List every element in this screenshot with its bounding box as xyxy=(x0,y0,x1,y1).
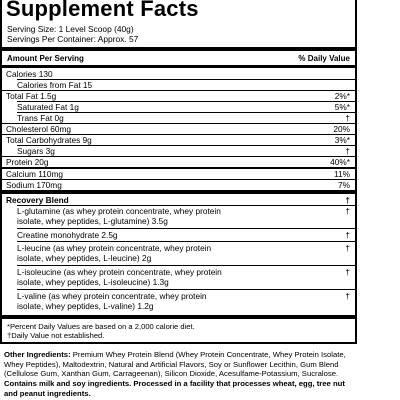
column-header xyxy=(7,54,350,64)
row-divider xyxy=(17,228,355,229)
footnote-divider xyxy=(2,315,355,319)
row-divider xyxy=(17,289,355,290)
other-ingredients xyxy=(4,350,356,399)
blend-item-l-leucine: L-leucine (as whey protein concentrate, whey protein isolate, whey peptides, L-leucine) 2g † xyxy=(17,243,350,263)
allergen-statement: Contains milk and soy ingredients. Processed in a facility that processes wheat, egg, tree nut and peanut ingredients. xyxy=(4,379,345,398)
nutrient-row-cholesterol: Cholesterol 60mg 20% xyxy=(6,124,350,134)
nutrient-row-calories: Calories 130 xyxy=(6,69,53,79)
blend-item-l-valine: L-valine (as whey protein concentrate, whey protein isolate, whey peptides, L-valine) 1.2g † xyxy=(17,291,350,311)
nutrient-row-saturated-fat: Saturated Fat 1g 5%* xyxy=(17,102,350,112)
nutrient-row-protein: Protein 20g 40%* xyxy=(6,157,350,167)
blend-item-creatine: Creatine monohydrate 2.5g † xyxy=(17,230,350,240)
nutrient-row-total-carbohydrates: Total Carbohydrates 9g 3%* xyxy=(6,135,350,145)
panel-title: Supplement Facts xyxy=(6,0,199,21)
footnote-percent: *Percent Daily Values are based on a 2,000 calorie diet. xyxy=(7,322,195,331)
nutrient-row-calories-from-fat: Calories from Fat 15 xyxy=(17,80,93,90)
nutrient-row-total-fat: Total Fat 1.5g 2%* xyxy=(6,91,350,101)
recovery-blend-header: Recovery Blend † xyxy=(6,195,350,205)
daily-value-label: % Daily Value xyxy=(298,54,350,63)
row-divider xyxy=(17,241,355,242)
blend-item-l-isoleucine: L-isoleucine (as whey protein concentrate, whey protein isolate, whey peptides, L-isoleucine) 1.3g † xyxy=(17,267,350,287)
blend-item-l-glutamine: L-glutamine (as whey protein concentrate, whey protein isolate, whey peptides, L-glutamine) 3.5g † xyxy=(17,206,350,226)
nutrient-row-calcium: Calcium 110mg 11% xyxy=(6,169,350,179)
serving-size: Serving Size: 1 Level Scoop (40g) xyxy=(7,24,134,34)
footnote-dagger: †Daily Value not established. xyxy=(7,331,105,340)
header-divider xyxy=(2,65,355,68)
other-ingredients-label: Other Ingredients: xyxy=(4,350,71,359)
blend-divider xyxy=(2,190,355,194)
other-ingredients-text: Premium Whey Protein Blend (Whey Protein Concentrate, Whey Protein Isolate, Whey Peptides), Maltodextrin, Natural and Artificial Flavors, Soy or Sunflower Lecithin, Gum Blend (Cellulose Gum, Xanthan Gum, Carrageenan), Silicon Dioxide, Acesulfame-Potassium, Sucralose. xyxy=(4,350,346,379)
nutrient-row-trans-fat: Trans Fat 0g † xyxy=(17,113,350,123)
nutrient-row-sodium: Sodium 170mg 7% xyxy=(6,180,350,190)
header-bar xyxy=(2,47,355,51)
nutrient-row-sugars: Sugars 3g † xyxy=(17,146,350,156)
row-divider xyxy=(17,265,355,266)
amount-per-serving-label: Amount Per Serving xyxy=(7,54,84,63)
servings-per-container: Servings Per Container: Approx. 57 xyxy=(7,34,139,44)
